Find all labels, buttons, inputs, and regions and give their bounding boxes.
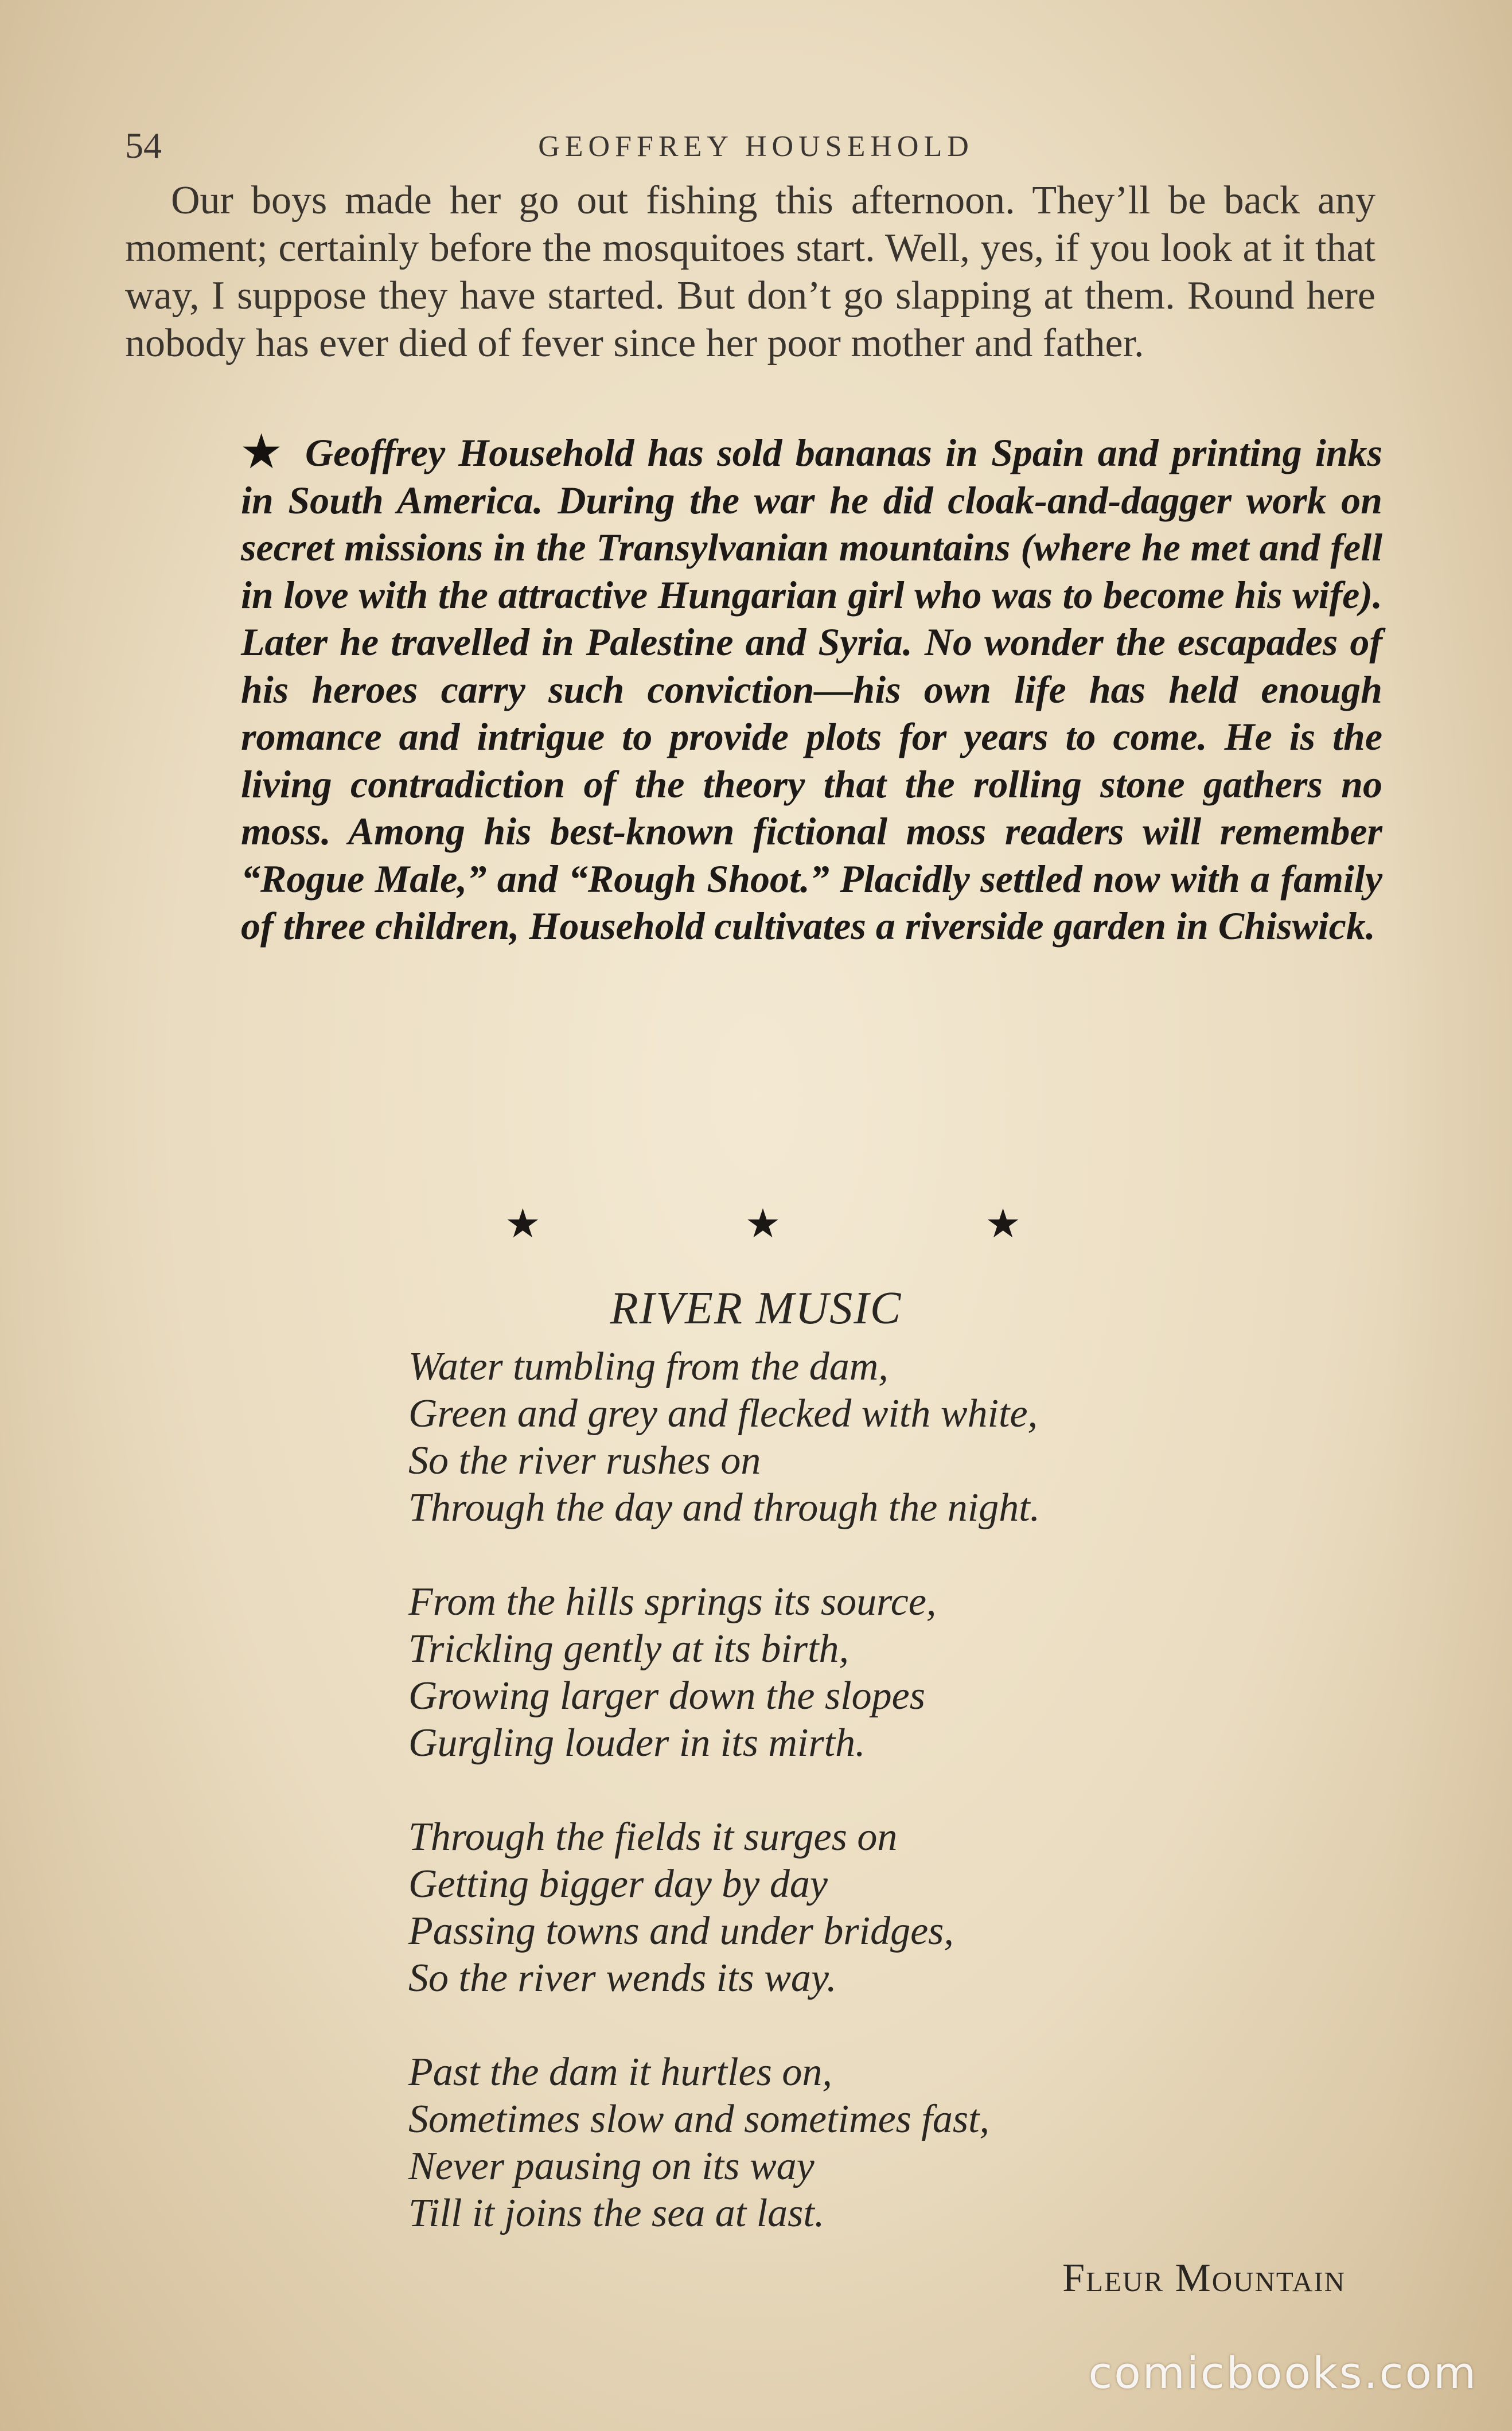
poem-line: So the river rushes on [408,1439,761,1483]
poem-line: Through the fields it surges on [408,1815,898,1859]
poem-stanza [408,1579,1326,1767]
poem-line: Passing towns and under bridges, [408,1909,954,1953]
poem-line: Never pausing on its way [408,2144,815,2188]
poem-body [408,1343,1326,2284]
divider-star-icon: ★ [745,1202,781,1246]
poem-line: Through the day and through the night. [408,1486,1041,1530]
poem-line: Past the dam it hurtles on, [408,2050,832,2094]
page-number: 54 [125,125,162,166]
poem-line: Gurgling louder in its mirth. [408,1721,866,1765]
divider-star-icon: ★ [505,1202,541,1246]
site-watermark: comicbooks.com [1088,2347,1478,2398]
poem-stanza [408,2049,1326,2237]
poem-line: Trickling gently at its birth, [408,1627,849,1671]
poem-title: RIVER MUSIC [610,1283,902,1334]
author-bio [240,426,1382,950]
star-icon: ★ [240,426,283,479]
poem-author: Fleur Mountain [1062,2256,1346,2300]
poem-line: So the river wends its way. [408,1956,837,2000]
section-divider [505,1202,1021,1246]
divider-star-icon: ★ [985,1202,1021,1246]
poem-line: Getting bigger day by day [408,1862,828,1906]
poem-line: From the hills springs its source, [408,1580,937,1624]
poem-line: Till it joins the sea at last. [408,2191,825,2235]
poem-stanza [408,1814,1326,2002]
poem-line: Sometimes slow and sometimes fast, [408,2097,990,2141]
poem-line: Water tumbling from the dam, [408,1345,889,1389]
poem-stanza [408,1343,1326,1532]
poem-line: Growing larger down the slopes [408,1674,925,1718]
author-bio-text: Geoffrey Household has sold bananas in Spain and printing inks in South America. During the war he did cloak-and-dagger work on secret missions in the Transylvanian mountains (where he met and fell in love with the attractive Hungarian girl who was to become his wife). Later he travelled in Palestine and Syria. No wonder the escapades of his heroes carry such conviction—his own life has held enough romance and intrigue to provide plots for years to come. He is the living contradiction of the theory that the rolling stone gathers no moss. Among his best-known fictional moss readers will remember “Rogue Male,” and “Rough Shoot.” Placidly settled now with a family of three children, Household cultivates a riverside garden in Chiswick. [241,431,1382,948]
poem-line: Green and grey and flecked with white, [408,1392,1038,1436]
running-head: GEOFFREY HOUSEHOLD [538,130,974,163]
story-closing-paragraph: Our boys made her go out fishing this afternoon. They’ll be back any moment; certainly before the mosquitoes start. Well, yes, if you look at it that way, I suppose they have started. But don’t go slapping at them. Round here nobody has ever died of fever since her poor mother and father. [125,178,1375,365]
